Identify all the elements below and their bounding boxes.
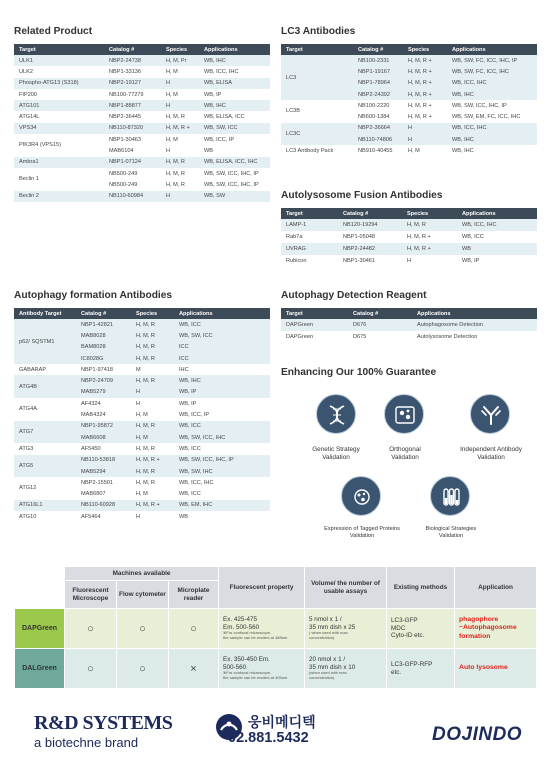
table-row: MAB5279 H WB, IP <box>14 387 270 398</box>
table-row: ATG5 NB110-53818 H, M, R + WB, SW, ICC, IHC, IP <box>14 455 270 466</box>
lc3-antibodies-title: LC3 Antibodies <box>281 26 356 37</box>
table-row: MAB6104 H WB <box>14 145 270 156</box>
biological-strategies-caption: Biological Strategies Validation <box>425 526 477 539</box>
table-row: Ambra1 NBP1-07124 H, M, R WB, ELISA, ICC, IHC <box>14 157 270 168</box>
table-row: MAB6608 H, M WB, SW, ICC, IHC <box>14 432 270 443</box>
table-row: Beclin 2 NB110-60984 H WB, SW <box>14 191 270 202</box>
table-row: ATG7 NBP1-95872 H, M, R WB, ICC <box>14 421 270 432</box>
table-row: ATG3 AF5450 H, M, R WB, ICC <box>14 443 270 454</box>
table-row: BAM8028 H, M, R ICC <box>14 342 270 353</box>
orthogonal-circle <box>384 394 424 434</box>
table-row: DAPGreen D675 Autolysosome Detection <box>281 331 537 343</box>
table-row: Beclin 1 NB500-249 H, M, R WB, SW, ICC, IHC, IP <box>14 168 270 179</box>
independent-antibody-caption: Independent Antibody Validation <box>460 446 522 461</box>
table-row: ATG16L1 NB110-60928 H, M, R + WB, EM, IHC <box>14 500 270 511</box>
table-row: FIP200 NB100-77279 H, M WB, IP <box>14 89 270 100</box>
table-row: Rab7a NBP1-05048 H, M, R + WB, ICC <box>281 231 537 243</box>
comparison-header-row-1: Machines available Fluorescent property Volume/ the number of usable assays Existing methods Application <box>15 567 537 581</box>
table-row: NBP1-78964 H, M, R + WB, ICC, IHC <box>281 78 537 89</box>
table-header: Target Catalog # Applications <box>281 308 537 319</box>
table-row: LC3B NB100-2220 H, M, R + WB, SW, ICC, IHC, IP <box>281 100 537 111</box>
test-tubes-icon <box>440 486 462 508</box>
independent-antibody-circle <box>470 394 510 434</box>
table-header: Target Catalog # Species Applications <box>14 44 270 55</box>
autophagy-formation-title: Autophagy formation Antibodies <box>14 290 173 301</box>
tagged-protein-icon <box>351 486 373 508</box>
reagent-comparison-table <box>14 566 537 689</box>
table-row: DAPGreen D676 Autophagosome Detection <box>281 319 537 331</box>
lc3-antibodies-table <box>281 44 537 157</box>
footer: R&D SYSTEMS a biotechne brand 웅비메디텍 02.881.5432 DOJINDO <box>34 712 523 750</box>
table-row: Rubicon NBP1-30461 H WB, IP <box>281 255 537 267</box>
table-row: LC3 NB100-2331 H, M, R + WB, SW, FC, ICC, IHC, IP <box>281 55 537 66</box>
table-header: Antibody Target Catalog # Species Applications <box>14 308 270 319</box>
table-row: Phospho-ATG13 (S318) NBP2-19127 H WB, ELISA <box>14 78 270 89</box>
comparison-header-row-2: Fluorescent Microscope Flow cytometer Microplate reader <box>15 581 537 609</box>
genetic-strategy-circle <box>316 394 356 434</box>
table-row: LC3C NBP2-36664 H WB, ICC, IHC <box>281 123 537 134</box>
autolysosome-table <box>281 208 537 267</box>
table-row: ATG12 NBP2-15501 H, M, R WB, ICC, IHC <box>14 477 270 488</box>
table-row: MAB4324 H, M WB, ICC, IP <box>14 409 270 420</box>
detection-reagent-title: Autophagy Detection Reagent <box>281 290 427 301</box>
table-row: MAB8028 H, M, R WB, SW, ICC <box>14 330 270 341</box>
orthogonal-caption: Orthogonal Validation <box>389 446 421 461</box>
related-product-table <box>14 44 270 202</box>
autophagy-formation-table <box>14 308 270 522</box>
dna-icon <box>326 404 348 426</box>
table-row: UVRAG NBP2-24482 H, M, R + WB <box>281 243 537 255</box>
table-row: LAMP-1 NB120-19294 H, M, R WB, ICC, IHC <box>281 219 537 231</box>
rnd-systems-logo: R&D SYSTEMS a biotechne brand <box>34 712 173 750</box>
table-row: ULK2 NBP1-33136 H, M WB, ICC, IHC <box>14 66 270 77</box>
biological-strategies-circle <box>430 476 470 516</box>
table-row: NBP1-19167 H, M, R + WB, SW, FC, ICC, IHC <box>281 66 537 77</box>
tagged-proteins-circle <box>341 476 381 516</box>
table-header: Target Catalog # Species Applications <box>281 44 537 55</box>
table-row: LC3 Antibody Pack NB910-40455 H, M WB, IHC <box>281 145 537 156</box>
related-product-title: Related Product <box>14 26 93 37</box>
table-row: MAB5294 H, M, R WB, SW, IHC <box>14 466 270 477</box>
autolysosome-title: Autolysosome Fusion Antibodies <box>281 190 443 201</box>
table-row: ATG4A AF4324 H WB, IP <box>14 398 270 409</box>
antibody-icon <box>480 404 502 426</box>
table-row: NB500-249 H, M, R WB, SW, ICC, IHC, IP <box>14 179 270 190</box>
tagged-proteins-caption: Expression of Tagged Proteins Validation <box>324 526 400 539</box>
guarantee-title: Enhancing Our 100% Guarantee <box>281 367 437 378</box>
dojindo-logo: DOJINDO <box>432 724 523 745</box>
table-row: PIK3R4 (VPS15) NBP1-30463 H, M WB, ICC, IP <box>14 134 270 145</box>
table-row: NBP2-24392 H, M, R + WB, IHC <box>281 89 537 100</box>
cells-icon <box>394 404 416 426</box>
table-row: ULK1 NBP2-24738 H, M, Pr WB, IHC <box>14 55 270 66</box>
table-header: Target Catalog # Species Applications <box>281 208 537 219</box>
comparison-row-dalgreen: DALGreen ○ ○ × Ex. 350-450 Em. 500-560 ※For confocal microscope, the sample can be excited at 405nm 20 nmol x 1 / 35 mm dish x 10 (when used with max. concentration) LC3-GFP-RFP etc. Auto lysosome <box>15 649 537 689</box>
detection-reagent-table <box>281 308 537 343</box>
genetic-strategy-caption: Genetic Strategy Validation <box>312 446 360 461</box>
table-row: ATG101 NBP1-88877 H WB, IHC <box>14 100 270 111</box>
table-row: NB600-1384 H, M, R + WB, SW, EM, FC, ICC, IHC <box>281 111 537 122</box>
table-row: GABARAP NBP1-97418 M IHC <box>14 364 270 375</box>
comparison-row-dapgreen: DAPGreen ○ ○ ○ Ex. 425-475 Em. 500-560 ※For confocal microscope, the sample can be excited at 488nm 5 nmol x 1 / 35 mm dish x 25 ( when used with max. concentration) LC3-GFP MDC Cyto-ID etc. phagophore ~Autophagosome formation <box>15 609 537 649</box>
table-row: NB110-74806 H WB, IHC <box>281 134 537 145</box>
table-row: p62/ SQSTM1 NBP1-42821 H, M, R WB, ICC <box>14 319 270 330</box>
table-row: ATG10 AF5464 H WB <box>14 511 270 522</box>
table-row: VPS34 NB110-87320 H, M, R + WB, SW, ICC <box>14 123 270 134</box>
table-row: ATG4B NBP2-24709 H, M, R WB, IHC <box>14 375 270 386</box>
table-row: ATG14L NBP2-36445 H, M, R WB, ELISA, ICC <box>14 111 270 122</box>
table-row: MAB6807 H, M WB, ICC <box>14 488 270 499</box>
table-row: IC8028G H, M, R ICC <box>14 353 270 364</box>
